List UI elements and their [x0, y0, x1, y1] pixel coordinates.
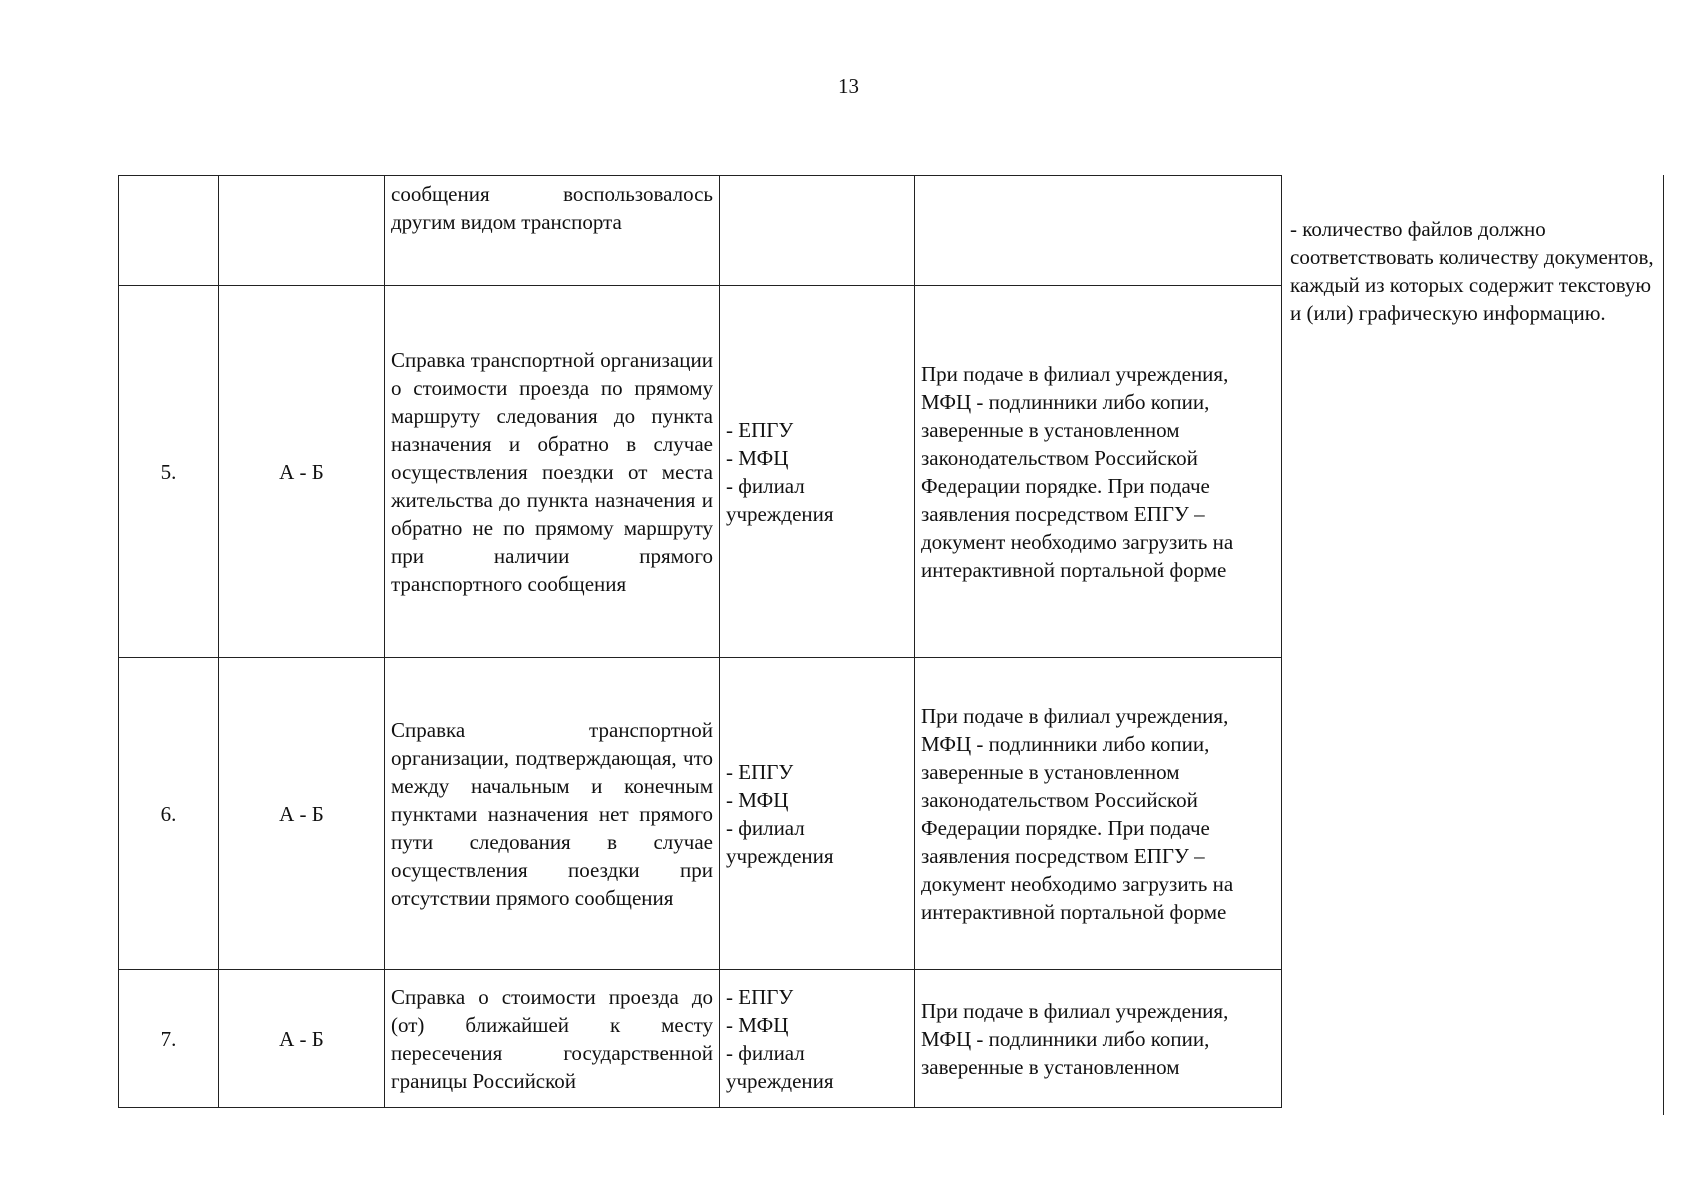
channel-epgu: - ЕПГУ — [726, 759, 794, 784]
row-document: сообщения воспользовалось другим видом транспорта — [385, 176, 720, 286]
row-number — [119, 176, 219, 286]
row-requirements: При подаче в филиал учреждения, МФЦ - подлинники либо копии, заверенные в установленном законодательством Российской Федерации порядке. При подаче заявления посредством ЕПГУ – документ необходимо загрузить на интерактивной портальной форме — [915, 286, 1282, 658]
row-channels — [720, 286, 915, 658]
row-category: А - Б — [219, 658, 385, 970]
row-document: Справка транспортной организации, подтверждающая, что между начальным и конечным пунктами назначения нет прямого пути следования в случае осуществления поездки при отсутствии прямого сообщения — [385, 658, 720, 970]
row-channels — [720, 176, 915, 286]
table-row — [119, 176, 1282, 286]
channel-branch-cont: учреждения — [726, 843, 834, 868]
row-category: А - Б — [219, 970, 385, 1108]
channel-epgu: - ЕПГУ — [726, 984, 794, 1009]
channel-branch-cont: учреждения — [726, 1068, 834, 1093]
row-number: 6. — [119, 658, 219, 970]
channel-branch-cont: учреждения — [726, 501, 834, 526]
row-document: Справка о стоимости проезда до (от) ближайшей к месту пересечения государственной границы Российской — [385, 970, 720, 1108]
table-row — [119, 658, 1282, 970]
channel-branch: - филиал — [726, 1040, 805, 1065]
channel-branch: - филиал — [726, 473, 805, 498]
side-note: - количество файлов должно соответствовать количеству документов, каждый из которых содержит текстовую и (или) графическую информацию. — [1290, 217, 1654, 325]
row-document: Справка транспортной организации о стоимости проезда по прямому маршруту следования до пункта назначения и обратно в случае осуществления поездки от места жительства до пункта назначения и обратно не по прямому маршруту при наличии прямого транспортного сообщения — [385, 286, 720, 658]
row-category: А - Б — [219, 286, 385, 658]
row-number: 7. — [119, 970, 219, 1108]
row-channels — [720, 970, 915, 1108]
documents-table — [118, 175, 1282, 1108]
channel-epgu: - ЕПГУ — [726, 417, 794, 442]
table-row — [119, 286, 1282, 658]
channel-mfc: - МФЦ — [726, 1012, 789, 1037]
right-column-rule — [1663, 175, 1664, 1115]
channel-mfc: - МФЦ — [726, 787, 789, 812]
row-requirements: При подаче в филиал учреждения, МФЦ - подлинники либо копии, заверенные в установленном — [915, 970, 1282, 1108]
channel-mfc: - МФЦ — [726, 445, 789, 470]
row-channels — [720, 658, 915, 970]
row-category — [219, 176, 385, 286]
row-requirements — [915, 176, 1282, 286]
row-requirements: При подаче в филиал учреждения, МФЦ - подлинники либо копии, заверенные в установленном законодательством Российской Федерации порядке. При подаче заявления посредством ЕПГУ – документ необходимо загрузить на интерактивной портальной форме — [915, 658, 1282, 970]
channel-branch: - филиал — [726, 815, 805, 840]
table-row — [119, 970, 1282, 1108]
row-number: 5. — [119, 286, 219, 658]
page-number: 13 — [838, 74, 859, 98]
